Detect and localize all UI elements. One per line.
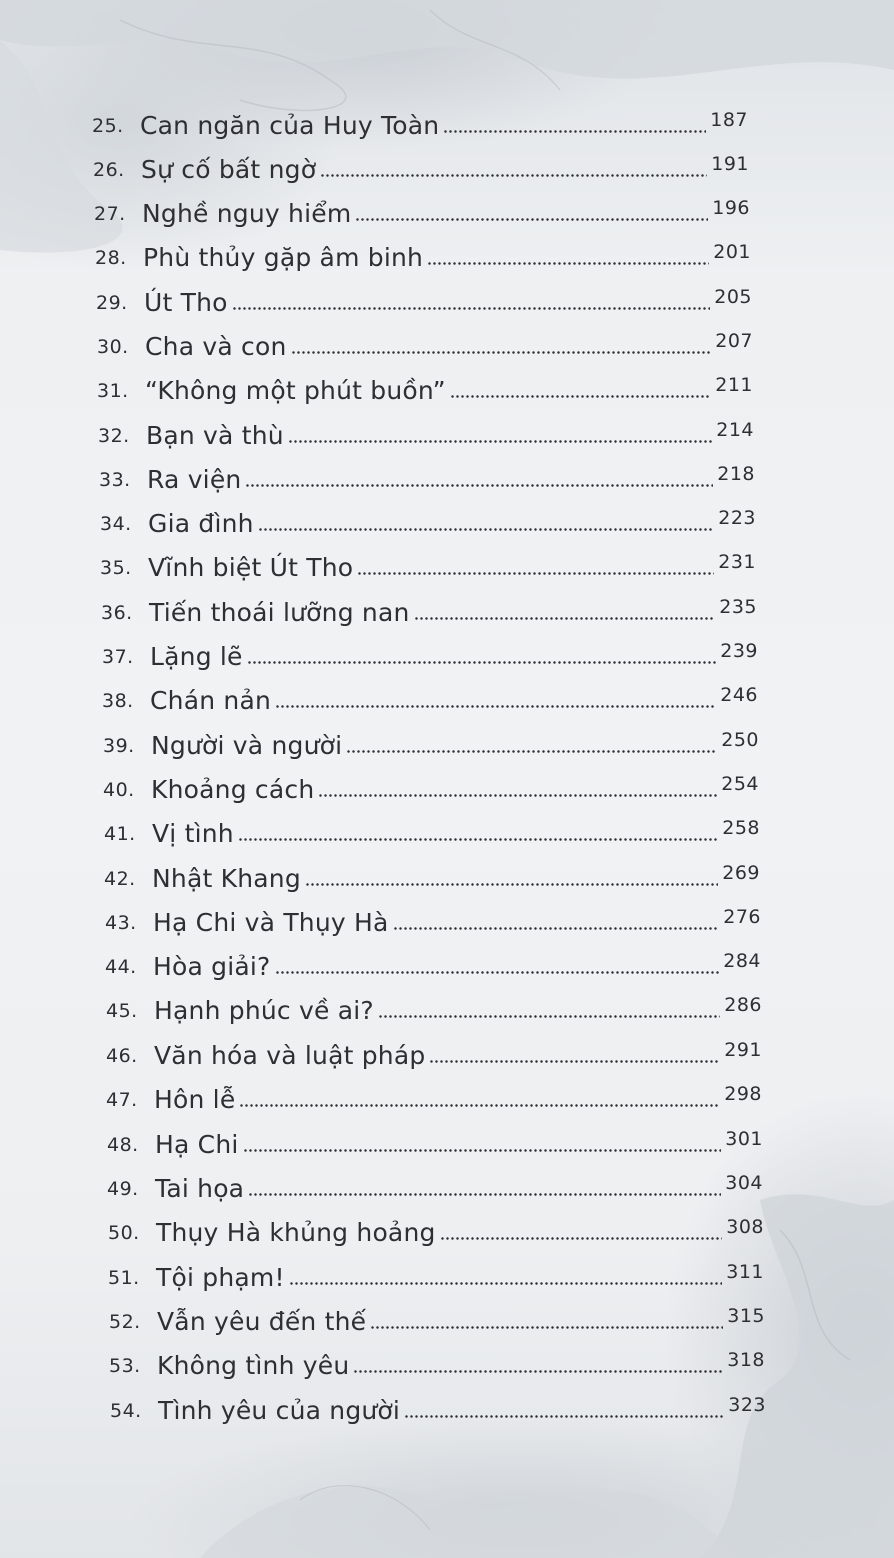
- toc-page-number: 207: [715, 330, 753, 352]
- leader-dots: [320, 174, 707, 177]
- toc-number: 30.: [97, 336, 129, 358]
- toc-page-number: 291: [724, 1039, 762, 1061]
- toc-entry: [105, 901, 761, 937]
- toc-title: Nhật Khang: [152, 864, 301, 893]
- toc-page-number: 223: [718, 507, 756, 529]
- toc-number: 25.: [92, 115, 124, 137]
- leader-dots: [414, 617, 716, 620]
- toc-title: Can ngăn của Huy Toàn: [140, 111, 440, 140]
- toc-page-number: 258: [722, 817, 760, 839]
- toc-number: 43.: [105, 912, 137, 934]
- toc-page-number: 254: [721, 773, 759, 795]
- toc-number: 42.: [104, 868, 136, 890]
- toc-number: 50.: [108, 1222, 140, 1244]
- toc-number: 37.: [102, 646, 134, 668]
- toc-number: 26.: [93, 159, 125, 181]
- leader-dots: [427, 262, 709, 265]
- leader-dots: [288, 440, 712, 443]
- toc-number: 39.: [103, 735, 135, 757]
- toc-page-number: 246: [720, 684, 758, 706]
- leader-dots: [239, 1104, 720, 1107]
- toc-number: 52.: [109, 1311, 141, 1333]
- leader-dots: [355, 218, 708, 221]
- toc-number: 44.: [105, 956, 137, 978]
- toc-title: Người và người: [151, 731, 343, 760]
- toc-number: 53.: [109, 1355, 141, 1377]
- toc-entry: [103, 768, 759, 804]
- toc-page-number: 323: [728, 1394, 766, 1416]
- toc-title: Lặng lẽ: [150, 642, 243, 671]
- toc-number: 31.: [97, 380, 129, 402]
- toc-page-number: 286: [724, 994, 762, 1016]
- toc-entry: [98, 414, 754, 450]
- toc-title: Tai họa: [155, 1174, 245, 1203]
- toc-entry: [108, 1256, 764, 1292]
- toc-page-number: 315: [727, 1305, 765, 1327]
- toc-entry: [110, 1389, 766, 1425]
- toc-title: “Không một phút buồn”: [145, 376, 446, 405]
- toc-title: Vĩnh biệt Út Tho: [148, 553, 354, 582]
- leader-dots: [440, 1237, 723, 1240]
- toc-page-number: 308: [726, 1216, 764, 1238]
- toc-title: Sự cố bất ngờ: [141, 155, 317, 184]
- toc-page-number: 214: [716, 419, 754, 441]
- leader-dots: [289, 1282, 723, 1285]
- toc-title: Nghề nguy hiểm: [142, 199, 352, 228]
- toc-title: Văn hóa và luật pháp: [154, 1041, 426, 1070]
- toc-entry: [102, 679, 758, 715]
- toc-title: Hạ Chi: [155, 1130, 239, 1159]
- toc-entry: [96, 281, 752, 317]
- toc-number: 45.: [106, 1000, 138, 1022]
- toc-number: 48.: [107, 1134, 139, 1156]
- toc-title: Út Tho: [144, 288, 228, 317]
- toc-entry: [99, 458, 755, 494]
- toc-entry: [109, 1344, 765, 1380]
- toc-entry: [95, 236, 751, 272]
- toc-title: Tiến thoái lưỡng nan: [149, 598, 410, 627]
- leader-dots: [393, 927, 720, 930]
- toc-number: 32.: [98, 425, 130, 447]
- toc-entry: [102, 635, 758, 671]
- toc-page-number: 311: [726, 1261, 764, 1283]
- toc-entry: [107, 1123, 763, 1159]
- toc-entry: [108, 1211, 764, 1247]
- toc-number: 47.: [106, 1089, 138, 1111]
- toc-entry: [93, 148, 749, 184]
- toc-entry: [104, 812, 760, 848]
- toc-entry: [94, 192, 750, 228]
- toc-page-number: 239: [720, 640, 758, 662]
- toc-title: Bạn và thù: [146, 421, 284, 450]
- toc-title: Khoảng cách: [151, 775, 315, 804]
- toc-title: Tình yêu của người: [158, 1396, 401, 1425]
- toc-title: Không tình yêu: [157, 1351, 350, 1380]
- toc-number: 41.: [104, 823, 136, 845]
- toc-page-number: 284: [723, 950, 761, 972]
- toc-page-number: 231: [718, 551, 756, 573]
- toc-number: 51.: [108, 1267, 140, 1289]
- toc-title: Phù thủy gặp âm binh: [143, 243, 424, 272]
- toc-page-number: 318: [727, 1349, 765, 1371]
- toc-entry: [97, 369, 753, 405]
- leader-dots: [275, 971, 720, 974]
- leader-dots: [247, 661, 717, 664]
- toc-page-number: 205: [714, 286, 752, 308]
- toc-entry: [106, 989, 762, 1025]
- toc-page-number: 298: [724, 1083, 762, 1105]
- toc-entry: [92, 104, 748, 140]
- toc-page-number: 187: [710, 109, 748, 131]
- toc-number: 40.: [103, 779, 135, 801]
- leader-dots: [243, 1149, 722, 1152]
- toc-title: Hạ Chi và Thụy Hà: [153, 908, 389, 937]
- toc-title: Chán nản: [150, 686, 272, 715]
- leader-dots: [357, 572, 714, 575]
- leader-dots: [346, 750, 717, 753]
- leader-dots: [305, 883, 718, 886]
- toc-number: 38.: [102, 690, 134, 712]
- leader-dots: [404, 1415, 724, 1418]
- leader-dots: [429, 1060, 720, 1063]
- toc-title: Ra viện: [147, 465, 242, 494]
- leader-dots: [258, 528, 715, 531]
- toc-number: 46.: [106, 1045, 138, 1067]
- toc-number: 36.: [101, 602, 133, 624]
- toc-page-number: 191: [711, 153, 749, 175]
- toc-title: Cha và con: [145, 332, 287, 361]
- toc-entry: [104, 857, 760, 893]
- leader-dots: [450, 395, 712, 398]
- toc-number: 49.: [107, 1178, 139, 1200]
- toc-entry: [100, 502, 756, 538]
- toc-entry: [105, 945, 761, 981]
- toc-title: Tội phạm!: [156, 1263, 285, 1292]
- toc-page-number: 276: [723, 906, 761, 928]
- toc-page-number: 201: [713, 241, 751, 263]
- toc-page-number: 218: [717, 463, 755, 485]
- toc-entry: [106, 1078, 762, 1114]
- leader-dots: [275, 705, 716, 708]
- toc-entry: [109, 1300, 765, 1336]
- leader-dots: [238, 838, 718, 841]
- toc-entry: [106, 1034, 762, 1070]
- leader-dots: [232, 307, 711, 310]
- toc-page-number: 269: [722, 862, 760, 884]
- leader-dots: [370, 1326, 723, 1329]
- toc-number: 54.: [110, 1400, 142, 1422]
- toc-number: 35.: [100, 557, 132, 579]
- toc-title: Gia đình: [148, 509, 254, 538]
- toc-number: 34.: [100, 513, 132, 535]
- toc-page-number: 235: [719, 596, 757, 618]
- toc-entry: [107, 1167, 763, 1203]
- toc-number: 28.: [95, 247, 127, 269]
- leader-dots: [353, 1370, 723, 1373]
- toc-entry: [103, 724, 759, 760]
- toc-entry: [97, 325, 753, 361]
- toc-title: Hôn lễ: [154, 1085, 236, 1114]
- leader-dots: [378, 1015, 720, 1018]
- toc-page-number: 301: [725, 1128, 763, 1150]
- toc-title: Vẫn yêu đến thế: [157, 1307, 367, 1336]
- toc-title: Hạnh phúc về ai?: [154, 996, 374, 1025]
- toc-page-number: 211: [715, 374, 753, 396]
- leader-dots: [318, 794, 717, 797]
- toc-entry: [100, 546, 756, 582]
- toc-entry: [101, 591, 757, 627]
- toc-page-number: 196: [712, 197, 750, 219]
- leader-dots: [291, 351, 712, 354]
- toc-page-number: 304: [725, 1172, 763, 1194]
- toc-title: Thụy Hà khủng hoảng: [156, 1218, 436, 1247]
- toc-title: Hòa giải?: [153, 952, 271, 981]
- leader-dots: [443, 130, 706, 133]
- leader-dots: [245, 484, 713, 487]
- toc-number: 33.: [99, 469, 131, 491]
- leader-dots: [248, 1193, 721, 1196]
- toc-number: 27.: [94, 203, 126, 225]
- toc-title: Vị tình: [152, 819, 234, 848]
- toc-number: 29.: [96, 292, 128, 314]
- toc-page-number: 250: [721, 729, 759, 751]
